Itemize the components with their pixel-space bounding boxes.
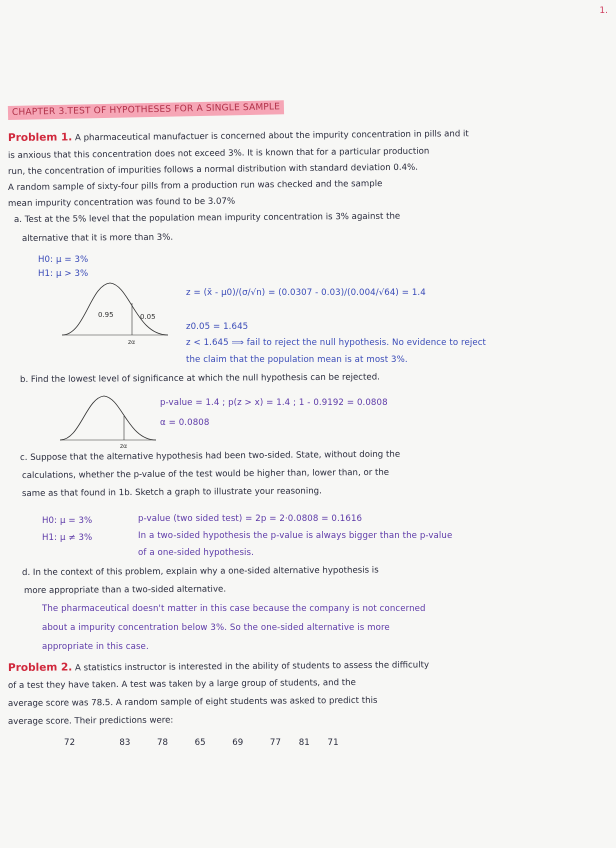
part-b-alpha: α = 0.0808 (160, 418, 210, 428)
part-c-h1: H1: μ ≠ 3% (42, 533, 93, 543)
prediction-value: 72 (64, 738, 76, 748)
part-d-question-2: more appropriate than a two-sided alternative. (23, 584, 227, 596)
part-a-conclusion-2: the claim that the population mean is at most 3%. (186, 355, 408, 365)
part-b-question: b. Find the lowest level of significance at which the null hypothesis can be rejected. (19, 372, 380, 385)
prediction-value: 71 (327, 738, 339, 748)
part-c-question-1: c. Suppose that the alternative hypothesis had been two-sided. State, without doing the (19, 449, 401, 463)
problem1-line-3: run, the concentration of impurities follows a normal distribution with standard deviation 0.4%. (7, 162, 419, 177)
chapter-title: CHAPTER 3.TEST OF HYPOTHESES FOR A SINGLE SAMPLE (8, 100, 284, 120)
part-c-answer-3: of a one-sided hypothesis. (138, 548, 254, 558)
prediction-value: 65 (194, 738, 206, 748)
curve-a-right-area: 0.05 (140, 313, 156, 321)
problem2-label: Problem 2. (7, 661, 73, 674)
problem2-line-1: Problem 2. A statistics instructor is interested in the ability of students to assess the difficulty (7, 660, 430, 674)
problem1-line-1: Problem 1. A pharmaceutical manufactuer is concerned about the impurity concentration in pills and it (7, 129, 469, 144)
curve-a-left-area: 0.95 (98, 311, 114, 319)
normal-curve-b (58, 392, 158, 450)
predictions-list (64, 738, 339, 748)
part-c-answer-1: p-value (two sided test) = 2p = 2·0.0808 = 0.1616 (138, 514, 363, 524)
problem2-line-3: average score was 78.5. A random sample of eight students was asked to predict this (7, 695, 378, 709)
problem1-line-5: mean impurity concentration was found to be 3.07% (7, 196, 236, 209)
part-a-h1: H1: μ > 3% (38, 269, 89, 279)
problem1-label: Problem 1. (7, 131, 73, 144)
part-b-pvalue: p-value = 1.4 ; p(z > x) = 1.4 ; 1 - 0.9192 = 0.0808 (160, 398, 388, 408)
part-d-answer-1: The pharmaceutical doesn't matter in this case because the company is not concerned (42, 604, 426, 614)
part-a-conclusion-1: z < 1.645 ⟹ fail to reject the null hypothesis. No evidence to reject (186, 338, 487, 348)
part-c-question-3: same as that found in 1b. Sketch a graph to illustrate your reasoning. (21, 486, 322, 499)
problem2-line-4: average score. Their predictions were: (7, 715, 174, 727)
part-d-question-1: d. In the context of this problem, explain why a one-sided alternative hypothesis is (21, 565, 379, 578)
curve-b-axis-label: zα (120, 443, 128, 450)
normal-curve-a (60, 275, 170, 345)
page-number: 1. (599, 6, 608, 16)
prediction-value: 83 (119, 738, 131, 748)
prediction-value: 69 (232, 738, 244, 748)
problem1-line-4: A random sample of sixty-four pills from a production run was checked and the sample (7, 179, 383, 193)
part-a-question-2: alternative that it is more than 3%. (21, 232, 174, 244)
part-d-answer-3: appropriate in this case. (42, 642, 149, 652)
part-a-h0: H0: μ = 3% (38, 255, 89, 265)
part-a-question-1: a. Test at the 5% level that the population mean impurity concentration is 3% against the (13, 211, 401, 225)
problem2-line-2: of a test they have taken. A test was taken by a large group of students, and the (7, 677, 356, 691)
part-a-z-formula: z = (x̄ - μ0)/(σ/√n) = (0.0307 - 0.03)/(0.004/√64) = 1.4 (186, 288, 426, 298)
part-c-answer-2: In a two-sided hypothesis the p-value is always bigger than the p-value (138, 531, 453, 541)
prediction-value: 81 (298, 738, 310, 748)
prediction-value: 77 (269, 738, 282, 748)
part-c-h0: H0: μ = 3% (42, 516, 93, 526)
prediction-value: 78 (156, 738, 169, 748)
part-a-z-critical: z0.05 = 1.645 (186, 322, 249, 332)
curve-a-axis-label: zα (128, 339, 136, 345)
part-c-question-2: calculations, whether the p-value of the test would be higher than, lower than, or the (21, 467, 390, 481)
part-d-answer-2: about a impurity concentration below 3%. So the one-sided alternative is more (42, 623, 390, 633)
problem1-line-2: is anxious that this concentration does not exceed 3%. It is known that for a particular production (7, 146, 430, 161)
